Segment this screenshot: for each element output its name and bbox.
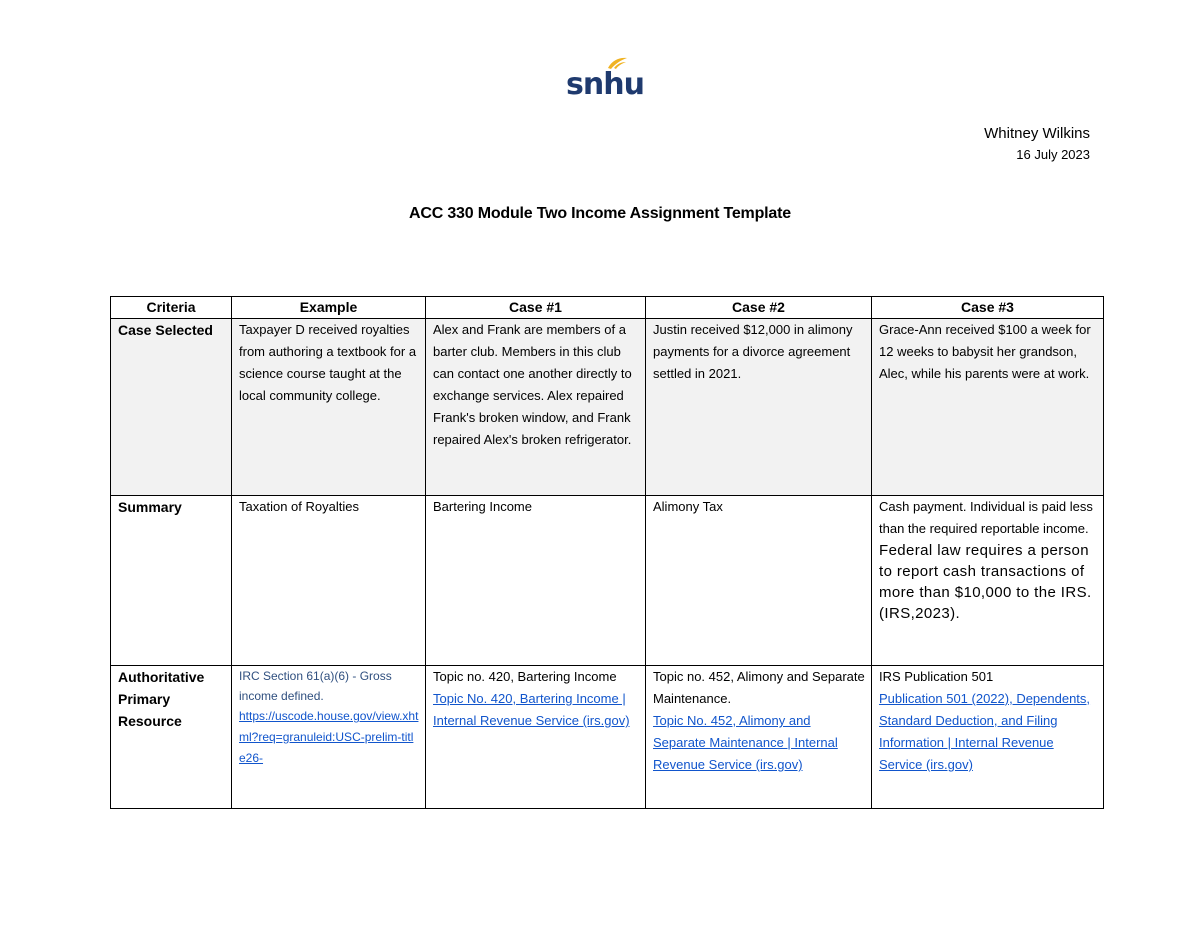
author-name: Whitney Wilkins: [984, 125, 1090, 142]
header-case-3: Case #3: [872, 297, 1104, 319]
authoritative-example: [232, 666, 426, 809]
header-example: Example: [232, 297, 426, 319]
summary-case-3-text: Cash payment. Individual is paid less than the required reportable income.: [879, 499, 1093, 536]
header-case-1: Case #1: [426, 297, 646, 319]
table-row-authoritative: [111, 666, 1104, 809]
table-row-summary: [111, 496, 1104, 666]
table-header-row: [111, 297, 1104, 319]
case-selected-case-2: Justin received $12,000 in alimony payments for a divorce agreement settled in 2021.: [646, 319, 872, 496]
assignment-table: [110, 296, 1104, 809]
logo-wordmark: snhu: [566, 67, 644, 102]
authoritative-case-3-text: IRS Publication 501: [879, 669, 994, 684]
header-criteria: Criteria: [111, 297, 232, 319]
author-date: 16 July 2023: [1016, 147, 1090, 162]
criteria-case-selected: Case Selected: [111, 319, 232, 496]
snhu-logo: [566, 56, 644, 102]
authoritative-case-3-link[interactable]: Publication 501 (2022), Dependents, Standard Deduction, and Filing Information | Internal Revenue Service (irs.gov): [879, 691, 1091, 772]
authoritative-case-3: [872, 666, 1104, 809]
table-row-case-selected: [111, 319, 1104, 496]
document-title: ACC 330 Module Two Income Assignment Template: [409, 205, 791, 222]
authoritative-case-2: [646, 666, 872, 809]
authoritative-case-2-link[interactable]: Topic No. 452, Alimony and Separate Maintenance | Internal Revenue Service (irs.gov): [653, 713, 838, 772]
case-selected-example: Taxpayer D received royalties from authoring a textbook for a science course taught at the local community college.: [232, 319, 426, 496]
authoritative-case-1-text: Topic no. 420, Bartering Income: [433, 669, 617, 684]
authoritative-example-link[interactable]: https://uscode.house.gov/view.xhtml?req=granuleid:USC-prelim-title26-: [239, 709, 419, 765]
criteria-summary: Summary: [111, 496, 232, 666]
authoritative-example-text: IRC Section 61(a)(6) - Gross income defined.: [239, 669, 392, 703]
criteria-authoritative: Authoritative Primary Resource: [111, 666, 232, 809]
summary-case-3-note: Federal law requires a person to report cash transactions of more than $10,000 to the IRS. (IRS,2023).: [879, 542, 1092, 622]
summary-case-1: Bartering Income: [426, 496, 646, 666]
author-block: [984, 124, 1090, 166]
case-selected-case-1: Alex and Frank are members of a barter club. Members in this club can contact one another directly to exchange services. Alex repaired Frank's broken window, and Frank repaired Alex's broken refrigerator.: [426, 319, 646, 496]
authoritative-case-1: [426, 666, 646, 809]
summary-case-3: [872, 496, 1104, 666]
case-selected-case-3: Grace-Ann received $100 a week for 12 weeks to babysit her grandson, Alec, while his parents were at work.: [872, 319, 1104, 496]
authoritative-case-2-text: Topic no. 452, Alimony and Separate Maintenance.: [653, 669, 865, 706]
summary-example: Taxation of Royalties: [232, 496, 426, 666]
summary-case-2: Alimony Tax: [646, 496, 872, 666]
authoritative-case-1-link[interactable]: Topic No. 420, Bartering Income | Internal Revenue Service (irs.gov): [433, 691, 630, 728]
header-case-2: Case #2: [646, 297, 872, 319]
